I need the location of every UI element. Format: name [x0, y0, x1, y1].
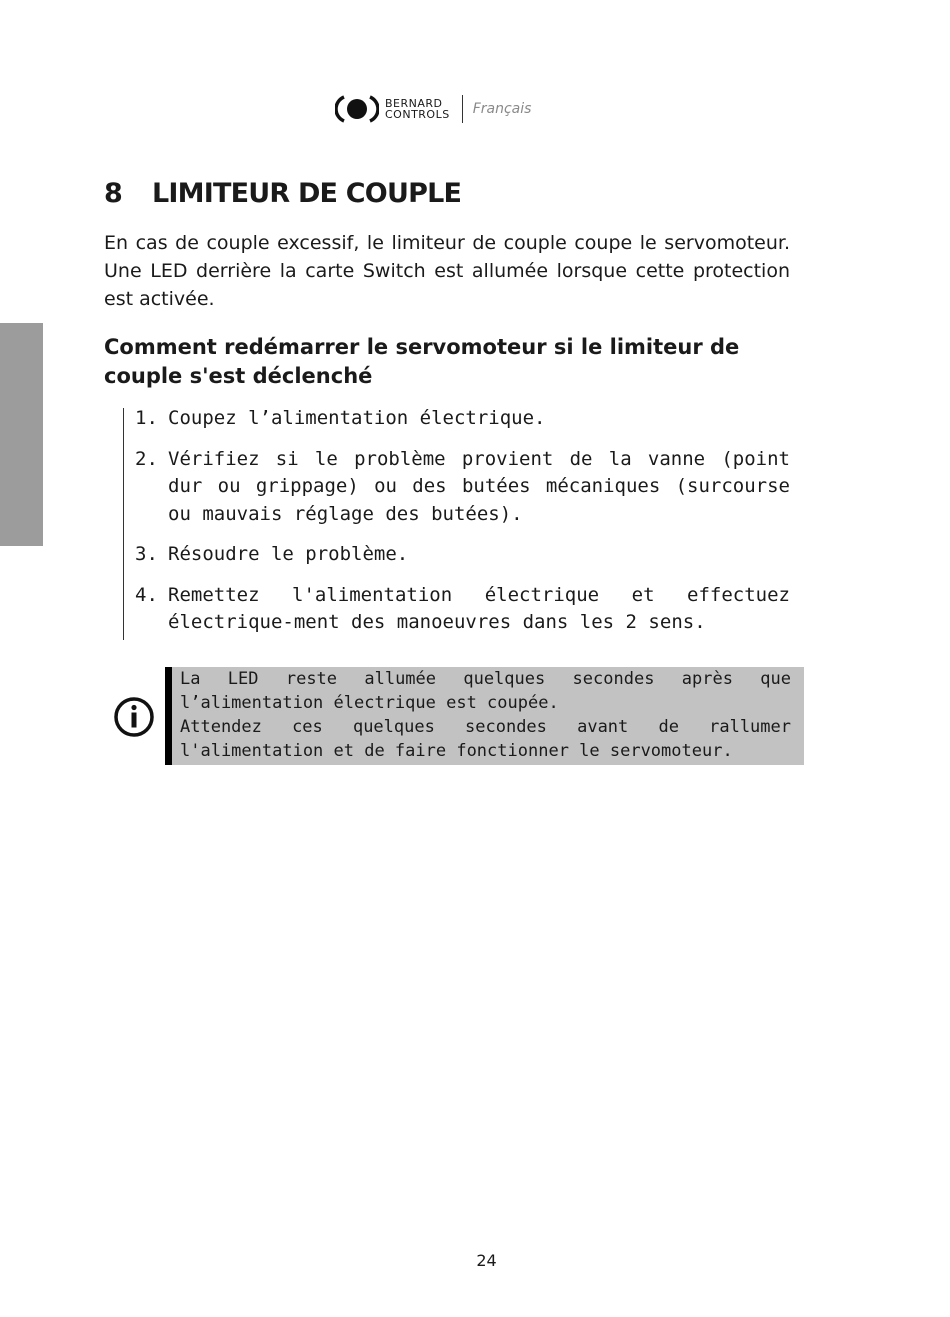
intro-paragraph: En cas de couple excessif, le limiteur de couple coupe le servomoteur. Une LED derrière la carte Switch est allumée lorsque cette protection est activée. [104, 232, 790, 310]
list-item [135, 541, 790, 569]
header-divider [462, 95, 463, 123]
brand-name [385, 98, 450, 120]
page-header [335, 93, 531, 125]
step-number: 4. [135, 583, 158, 606]
info-note [165, 667, 804, 765]
list-item [135, 582, 790, 637]
info-icon [113, 696, 155, 738]
step-number: 3. [135, 543, 158, 565]
brand-line-2: CONTROLS [385, 108, 450, 121]
note-line-2: Attendez ces quelques secondes avant de rallumer l'alimentation et de faire fonctionner le servomoteur. [180, 717, 791, 761]
page-number: 24 [476, 1251, 497, 1270]
language-label: Français [472, 101, 532, 117]
steps-margin-bar [123, 408, 124, 640]
brand-line-1: BERNARD [385, 97, 443, 110]
chapter-side-tab [0, 323, 43, 546]
list-item [135, 405, 790, 433]
subsection-heading: Comment redémarrer le servomoteur si le limiteur de couple s'est déclenché [104, 335, 740, 388]
section-number: 8 [104, 178, 122, 209]
bernard-controls-logo-icon [335, 94, 379, 124]
step-number: 2. [135, 447, 158, 470]
step-text: Vérifiez si le problème provient de la vanne (point dur ou grippage) ou des butées mécaniques (surcourse ou mauvais réglage des butées). [168, 447, 790, 525]
steps-list [135, 405, 790, 650]
section-title: LIMITEUR DE COUPLE [152, 178, 462, 209]
list-item [135, 446, 790, 529]
step-number: 1. [135, 407, 158, 429]
step-text: Coupez l’alimentation électrique. [168, 407, 546, 429]
section-heading [104, 178, 461, 209]
step-text: Résoudre le problème. [168, 543, 409, 565]
note-line-1: La LED reste allumée quelques secondes après que l’alimentation électrique est coupée. [180, 669, 791, 713]
step-text: Remettez l'alimentation électrique et effectuez électrique-ment des manoeuvres dans les 2 sens. [168, 583, 790, 633]
